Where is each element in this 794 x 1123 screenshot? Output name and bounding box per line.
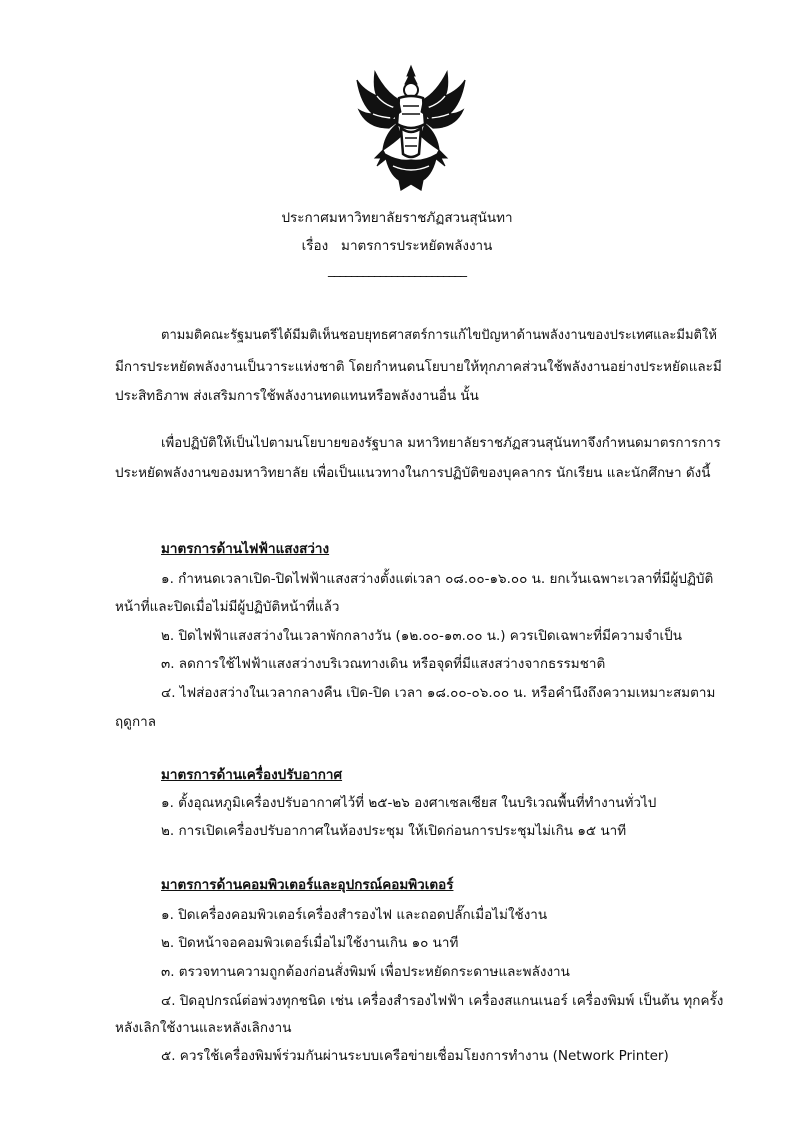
announcement-subject: เรื่อง มาตรการประหยัดพลังงาน [301,238,493,254]
computer-item-4: ๔. ปิดอุปกรณ์ต่อพ่วงทุกชนิด เช่น เครื่องสำรองไฟฟ้า เครื่องสแกนเนอร์ เครื่องพิมพ์ เป็นต้น ทุกครั้ง [161,993,724,1009]
intro-p1-line-2: มีการประหยัดพลังงานเป็นวาระแห่งชาติ โดยกำหนดนโยบายให้ทุกภาคส่วนใช้พลังงานอย่างประหยัดและมี [115,359,722,375]
lighting-item-2: ๒. ปิดไฟฟ้าแสงสว่างในเวลาพักกลางวัน (๑๒.๐๐-๑๓.๐๐ น.) ควรเปิดเฉพาะที่มีความจำเป็น [161,628,682,644]
intro-p2-line-1: เพื่อปฏิบัติให้เป็นไปตามนโยบายของรัฐบาล มหาวิทยาลัยราชภัฏสวนสุนันทาจึงกำหนดมาตรการการ [161,436,721,451]
intro-p1-line-3: ประสิทธิภาพ ส่งเสริมการใช้พลังงานทดแทนหรือพลังงานอื่น นั้น [115,388,479,404]
computer-item-5: ๕. ควรใช้เครื่องพิมพ์ร่วมกันผ่านระบบเครือข่ายเชื่อมโยงการทำงาน (Network Printer) [161,1048,669,1064]
computer-item-1: ๑. ปิดเครื่องคอมพิวเตอร์เครื่องสำรองไฟ และถอดปลั๊กเมื่อไม่ใช้งาน [161,907,548,923]
lighting-item-1-cont: หน้าที่และปิดเมื่อไม่มีผู้ปฏิบัติหน้าที่แล้ว [115,599,340,615]
intro-p2-line-2: ประหยัดพลังงานของมหาวิทยาลัย เพื่อเป็นแนวทางในการปฏิบัติของบุคลากร นักเรียน และนักศึกษา ดังนี้ [115,465,711,481]
computer-item-3: ๓. ตรวจทานความถูกต้องก่อนสั่งพิมพ์ เพื่อประหยัดกระดาษและพลังงาน [161,964,570,980]
computer-heading: มาตรการด้านคอมพิวเตอร์และอุปกรณ์คอมพิวเตอร์ [161,877,454,893]
title-rule: ________________________ [328,262,466,278]
aircon-heading: มาตรการด้านเครื่องปรับอากาศ [161,767,343,783]
lighting-item-4-cont: ฤดูกาล [115,714,156,730]
aircon-item-2: ๒. การเปิดเครื่องปรับอากาศในห้องประชุม ให้เปิดก่อนการประชุมไม่เกิน ๑๕ นาที [161,823,627,839]
lighting-item-1: ๑. กำหนดเวลาเปิด-ปิดไฟฟ้าแสงสว่างตั้งแต่เวลา ๐๘.๐๐-๑๖.๐๐ น. ยกเว้นเฉพาะเวลาที่มีผู้ปฏิบัติ [161,571,714,587]
garuda-emblem [355,62,467,194]
computer-item-2: ๒. ปิดหน้าจอคอมพิวเตอร์เมื่อไม่ใช้งานเกิน ๑๐ นาที [161,935,459,951]
aircon-item-1: ๑. ตั้งอุณหภูมิเครื่องปรับอากาศไว้ที่ ๒๕-๒๖ องศาเซลเซียส ในบริเวณพื้นที่ทำงานทั่วไป [161,795,657,811]
computer-item-4-cont: หลังเลิกใช้งานและหลังเลิกงาน [115,1020,292,1036]
intro-p1-line-1: ตามมติคณะรัฐมนตรีได้มีมติเห็นชอบยุทธศาสตร์การแก้ไขปัญหาด้านพลังงานของประเทศและมีมติให้ [161,328,717,343]
lighting-heading: มาตรการด้านไฟฟ้าแสงสว่าง [161,541,330,557]
announcement-title: ประกาศมหาวิทยาลัยราชภัฏสวนสุนันทา [281,210,513,226]
lighting-item-4: ๔. ไฟส่องสว่างในเวลากลางคืน เปิด-ปิด เวลา ๑๘.๐๐-๐๖.๐๐ น. หรือคำนึงถึงความเหมาะสมตาม [161,685,716,701]
lighting-item-3: ๓. ลดการใช้ไฟฟ้าแสงสว่างบริเวณทางเดิน หรือจุดที่มีแสงสว่างจากธรรมชาติ [161,656,606,672]
